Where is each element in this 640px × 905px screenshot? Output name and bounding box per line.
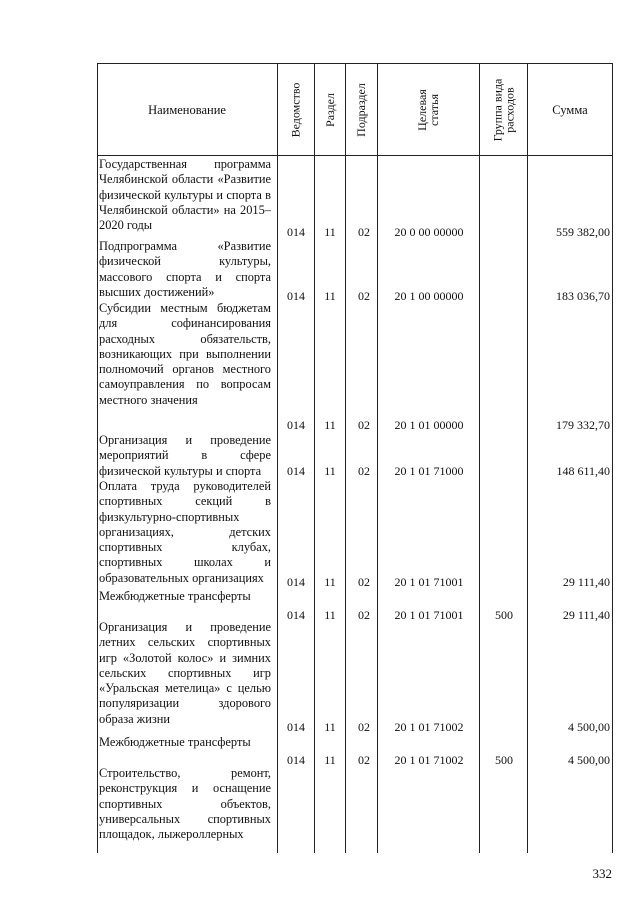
row-razdel: 11 [324, 575, 336, 589]
row-celevaya: 20 1 01 71001 [394, 608, 464, 622]
page-number: 332 [592, 866, 612, 881]
row-podrazdel: 02 [358, 608, 370, 622]
header-summa: Сумма [552, 102, 588, 117]
row-name: Субсидии местным бюджетам для софинансирования расходных обязательств, возникающих при выполнении полномочий органов местного самоуправления по вопросам местного значения [99, 301, 271, 407]
row-summa: 4 500,00 [568, 720, 610, 734]
row-summa: 179 332,70 [556, 418, 610, 432]
table-header [97, 63, 613, 156]
row-name: Оплата труда руководителей спортивных секций в физкультурно-спортивных организациях, детских спортивных клубах, спортивных школах и образовательных организациях [99, 479, 271, 585]
row-podrazdel: 02 [358, 720, 370, 734]
row-summa: 29 111,40 [562, 608, 610, 622]
row-podrazdel: 02 [358, 753, 370, 767]
row-summa: 148 611,40 [556, 464, 610, 478]
header-podrazdel: Подраздел [354, 83, 369, 137]
row-razdel: 11 [324, 289, 336, 303]
row-vedomstvo: 014 [287, 753, 305, 767]
row-name: Межбюджетные трансферты [99, 735, 251, 749]
row-vedomstvo: 014 [287, 289, 305, 303]
column-divider [314, 63, 315, 853]
header-vedomstvo: Ведомство [288, 82, 303, 138]
row-name: Организация и проведение мероприятий в сфере физической культуры и спорта [99, 433, 271, 478]
row-celevaya: 20 0 00 00000 [394, 225, 464, 239]
row-razdel: 11 [324, 225, 336, 239]
header-razdel: Раздел [322, 93, 337, 127]
column-divider [377, 63, 378, 853]
row-podrazdel: 02 [358, 575, 370, 589]
column-divider [479, 63, 480, 853]
header-celevaya-statya: Целевая статья [414, 89, 441, 131]
column-divider [277, 63, 278, 853]
row-summa: 29 111,40 [562, 575, 610, 589]
budget-table [97, 63, 613, 853]
row-name: Государственная программа Челябинской области «Развитие физической культуры и спорта в Челябинской области» на 2015–2020 годы [99, 157, 271, 233]
row-celevaya: 20 1 01 00000 [394, 418, 464, 432]
row-vedomstvo: 014 [287, 608, 305, 622]
row-podrazdel: 02 [358, 418, 370, 432]
table-border-left [97, 63, 98, 853]
header-gruppa-vida-rashodov: Группа вида расходов [490, 78, 516, 142]
column-divider [345, 63, 346, 853]
row-celevaya: 20 1 01 71001 [394, 575, 464, 589]
row-name: Строительство, ремонт, реконструкция и оснащение спортивных объектов, универсальных спортивных площадок, лыжероллерных [99, 766, 271, 842]
header-name: Наименование [148, 102, 226, 117]
row-gruppa: 500 [495, 608, 513, 622]
row-razdel: 11 [324, 608, 336, 622]
row-name: Межбюджетные трансферты [99, 589, 251, 603]
row-name: Организация и проведение летних сельских спортивных игр «Золотой колос» и зимних сельских спортивных игр «Уральская метелица» с целью популяризации здорового образа жизни [99, 620, 271, 726]
row-celevaya: 20 1 00 00000 [394, 289, 464, 303]
row-vedomstvo: 014 [287, 418, 305, 432]
row-razdel: 11 [324, 753, 336, 767]
row-podrazdel: 02 [358, 225, 370, 239]
row-summa: 4 500,00 [568, 753, 610, 767]
row-vedomstvo: 014 [287, 575, 305, 589]
row-summa: 183 036,70 [556, 289, 610, 303]
row-celevaya: 20 1 01 71002 [394, 753, 464, 767]
table-border-right [612, 63, 613, 853]
row-razdel: 11 [324, 418, 336, 432]
row-vedomstvo: 014 [287, 720, 305, 734]
row-summa: 559 382,00 [556, 225, 610, 239]
row-razdel: 11 [324, 464, 336, 478]
row-gruppa: 500 [495, 753, 513, 767]
row-name: Подпрограмма «Развитие физической культуры, массового спорта и спорта высших достижений» [99, 239, 271, 299]
row-podrazdel: 02 [358, 289, 370, 303]
row-razdel: 11 [324, 720, 336, 734]
row-podrazdel: 02 [358, 464, 370, 478]
row-celevaya: 20 1 01 71000 [394, 464, 464, 478]
row-vedomstvo: 014 [287, 225, 305, 239]
row-celevaya: 20 1 01 71002 [394, 720, 464, 734]
row-vedomstvo: 014 [287, 464, 305, 478]
